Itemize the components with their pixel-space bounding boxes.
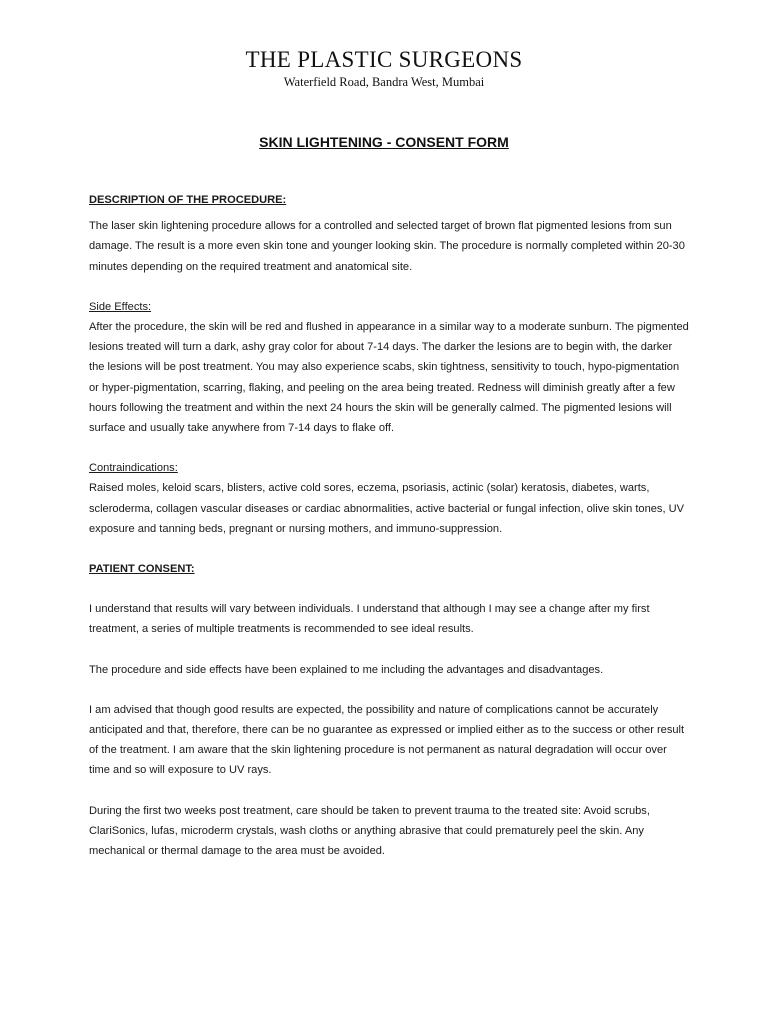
description-section <box>89 190 689 277</box>
consent-paragraph: During the first two weeks post treatment, care should be taken to prevent trauma to the treated site: Avoid scrubs, ClariSonics, lufas, microderm crystals, wash cloths or anything abrasive that could prematurely peel the skin. Any mechanical or thermal damage to the area must be avoided. <box>89 804 650 858</box>
side-effects-section <box>89 297 689 438</box>
letterhead <box>0 46 768 90</box>
consent-paragraph: I am advised that though good results are expected, the possibility and nature of complications cannot be accurately anticipated and that, therefore, there can be no guarantee as expressed or implied either as to the success or other result of the treatment. I am aware that the skin lightening procedure is not permanent as natural degradation will occur over time and so will exposure to UV rays. <box>89 703 685 777</box>
clinic-address: Waterfield Road, Bandra West, Mumbai <box>283 75 485 89</box>
side-effects-heading: Side Effects: <box>89 300 152 313</box>
contraindications-text: Raised moles, keloid scars, blisters, active cold sores, eczema, psoriasis, actinic (solar) keratosis, diabetes, warts, scleroderma, collagen vascular diseases or cardiac abnormalities, active bacterial or fungal infection, olive skin tones, UV exposure and tanning beds, pregnant or nursing mothers, and immuno-suppression. <box>89 482 685 535</box>
consent-paragraph: The procedure and side effects have been explained to me including the advantages and disadvantages. <box>89 663 604 676</box>
contraindications-section <box>89 458 689 539</box>
description-text: The laser skin lightening procedure allows for a controlled and selected target of brown flat pigmented lesions from sun damage. The result is a more even skin tone and younger looking skin. The procedure is normally completed within 20-30 minutes depending on the required treatment and anatomical site. <box>89 220 685 273</box>
contraindications-heading: Contraindications: <box>89 462 178 475</box>
side-effects-text: After the procedure, the skin will be red and flushed in appearance in a similar way to a moderate sunburn. The pigmented lesions treated will turn a dark, ashy gray color for about 7-14 days. The darker the lesions are to begin with, the darker the lesions will be post treatment. You may also experience scabs, skin tightness, sensitivity to touch, hypo-pigmentation or hyper-pigmentation, scarring, flaking, and peeling on the area being treated. Redness will diminish greatly after a few hours following the treatment and within the next 24 hours the skin will be generally calmed. The pigmented lesions will surface and usually take anywhere from 7-14 days to flake off. <box>89 321 689 435</box>
patient-consent-section <box>89 559 689 861</box>
clinic-name: THE PLASTIC SURGEONS <box>245 47 523 72</box>
consent-paragraph: I understand that results will vary between individuals. I understand that although I may see a change after my first treatment, a series of multiple treatments is recommended to see ideal results. <box>89 603 650 636</box>
patient-consent-heading: PATIENT CONSENT: <box>89 563 195 576</box>
description-heading: DESCRIPTION OF THE PROCEDURE: <box>89 194 287 206</box>
form-body <box>89 190 689 861</box>
form-title: SKIN LIGHTENING - CONSENT FORM <box>259 134 509 150</box>
